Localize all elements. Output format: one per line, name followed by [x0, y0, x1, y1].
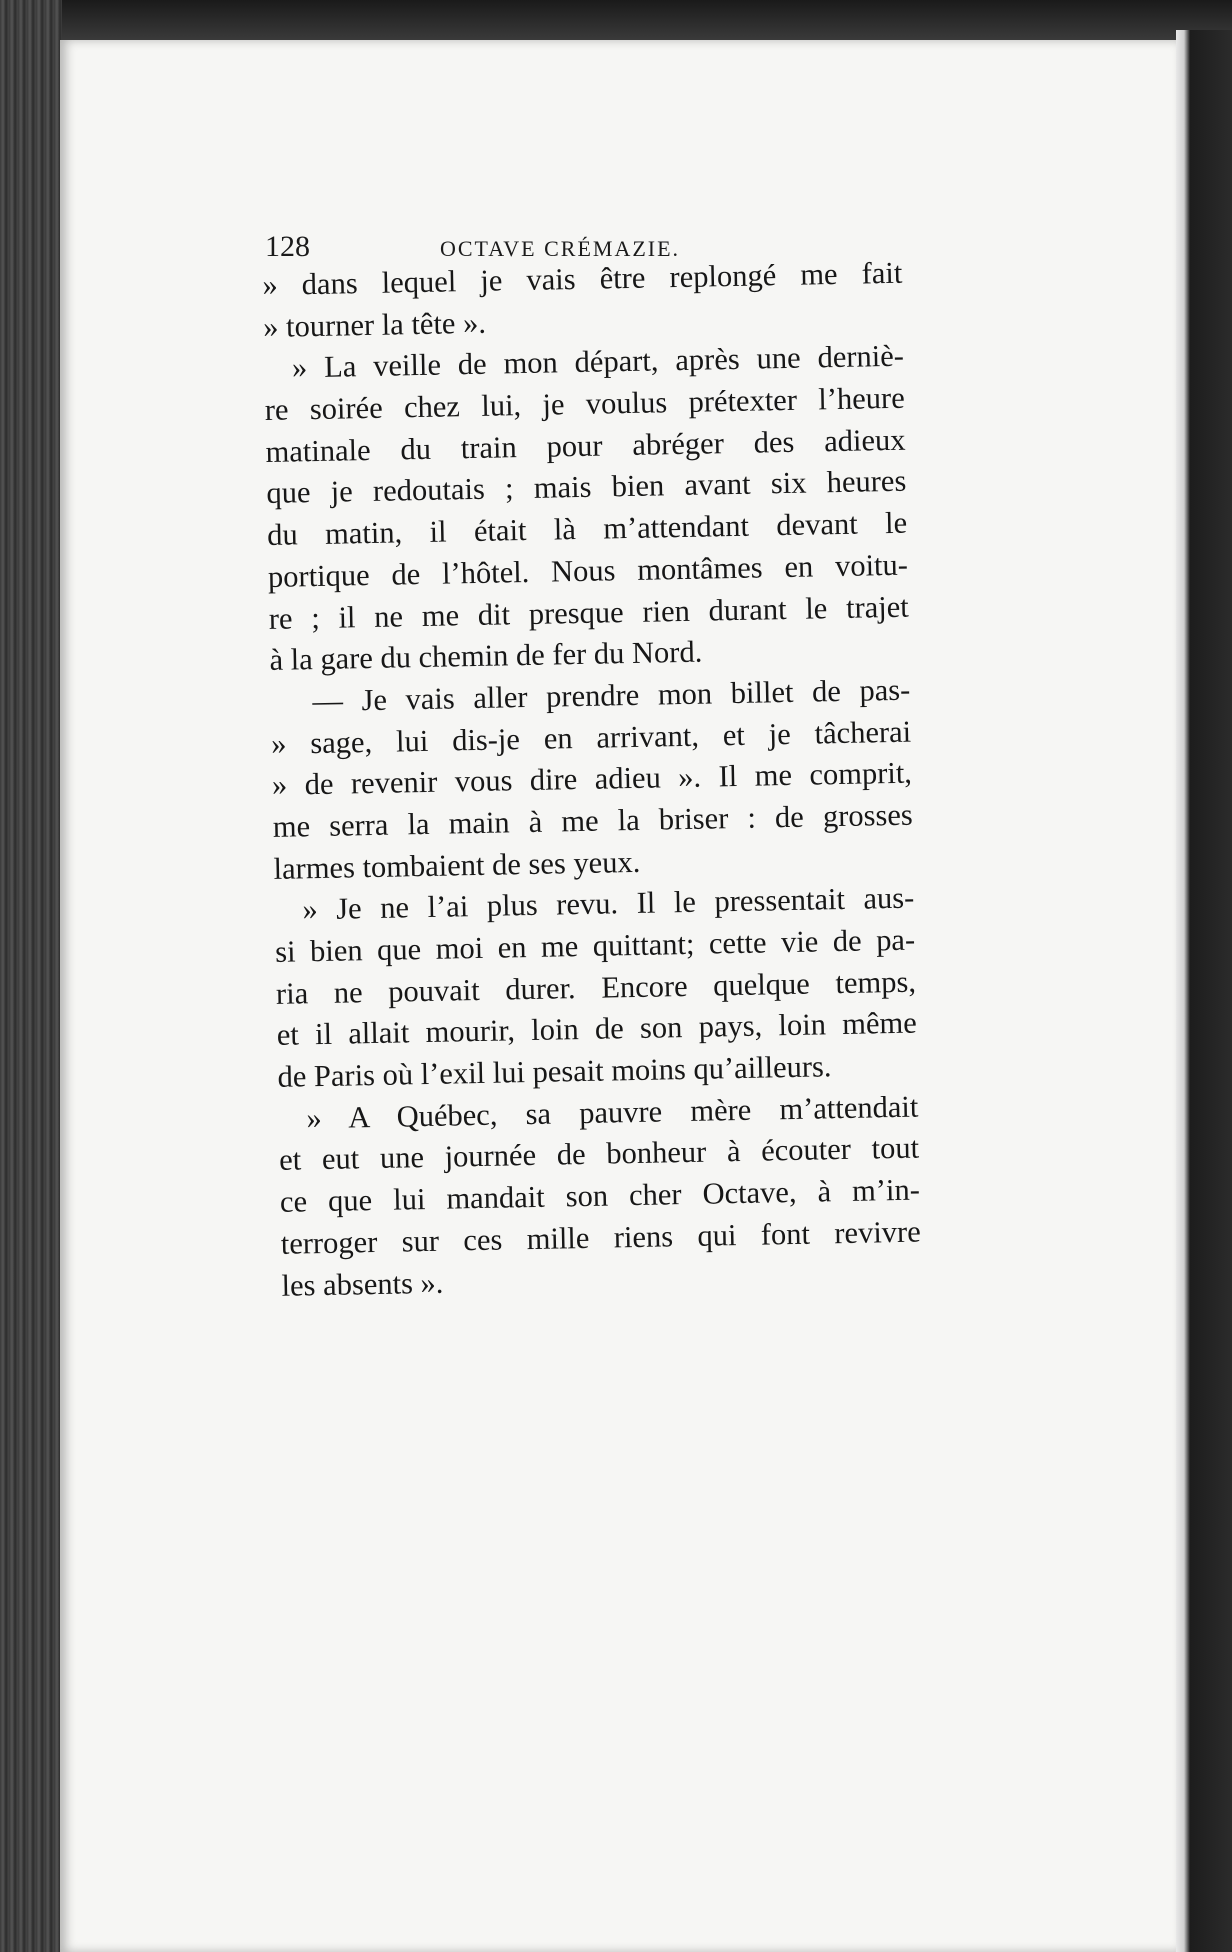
text-line: portique de l’hôtel. Nous montâmes en voitu- — [267, 547, 909, 594]
text-line: que je redoutais ; mais bien avant six heures — [266, 464, 907, 511]
text-line: — Je vais aller prendre mon billet de pas- — [312, 672, 911, 718]
text-line: du matin, il était là m’attendant devant le — [266, 505, 908, 553]
text-line: et eut une journée de bonheur à écouter tout — [278, 1130, 920, 1178]
text-line: me serra la main à me la briser : de grosses — [272, 797, 913, 844]
text-line: matinale du train pour abréger des adieux — [265, 422, 906, 469]
text-line: » de revenir vous dire adieu ». Il me comprit, — [271, 755, 913, 803]
text-line: ce que lui mandait son cher Octave, à m’in- — [279, 1172, 921, 1219]
text-line: de Paris où l’exil lui pesait moins qu’ailleurs. — [277, 1049, 832, 1094]
text-line: si bien que moi en me quittant; cette vie de pa- — [274, 922, 916, 969]
text-line: » dans lequel je vais être replongé me fait — [262, 255, 903, 302]
text-line: à la gare du chemin de fer du Nord. — [269, 634, 703, 678]
text-line: terroger sur ces mille riens qui font revivre — [280, 1214, 921, 1261]
text-line: re soirée chez lui, je voulus prétexter l’heure — [264, 380, 905, 428]
text-line: » tourner la tête ». — [262, 305, 487, 344]
page-number: 128 — [265, 230, 310, 263]
body-text — [262, 253, 922, 1307]
book-spine — [0, 0, 62, 1952]
text-line: les absents ». — [281, 1265, 444, 1303]
text-line: larmes tombaient de ses yeux. — [273, 844, 641, 886]
scan-top-border — [0, 0, 1232, 40]
facing-page-edge — [1176, 30, 1232, 1952]
text-line: re ; il ne me dit presque rien durant le trajet — [268, 589, 909, 636]
text-line: » Je ne l’ai plus revu. Il le pressentait aus- — [302, 880, 915, 927]
text-line: » La veille de mon départ, après une derniè- — [291, 339, 905, 385]
running-title: OCTAVE CRÉMAZIE. — [440, 236, 681, 261]
text-line: » A Québec, sa pauvre mère m’attendait — [306, 1089, 919, 1136]
text-line: » sage, lui dis-je en arrivant, et je tâcherai — [270, 714, 912, 761]
text-line: ria ne pouvait durer. Encore quelque temps, — [275, 964, 917, 1011]
text-line: et il allait mourir, loin de son pays, loin même — [276, 1005, 917, 1053]
